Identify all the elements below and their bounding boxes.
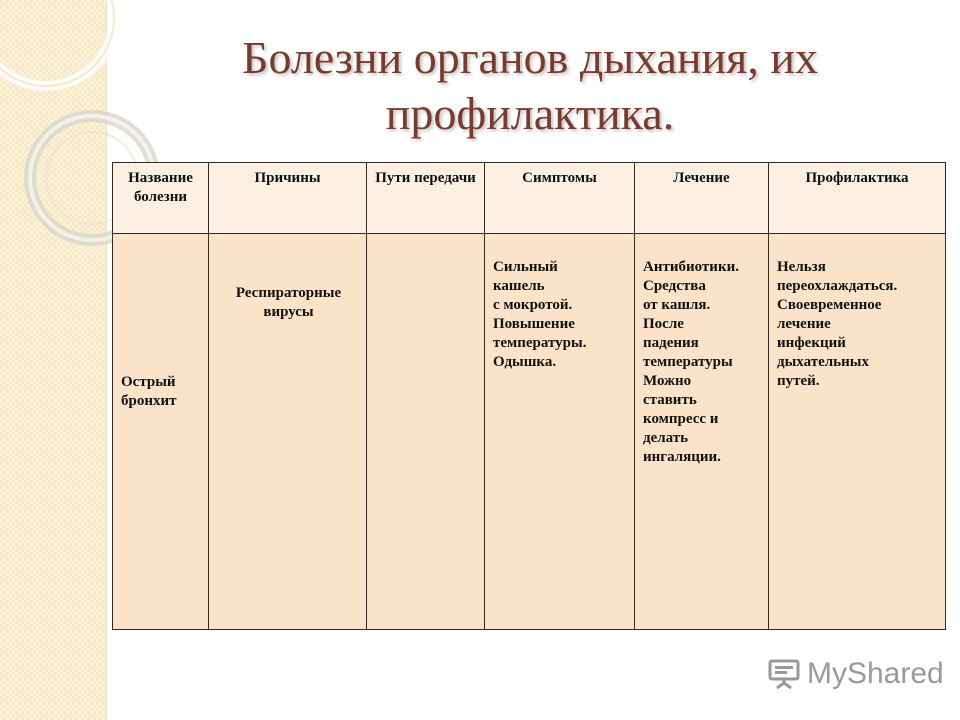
cell-treatment: Антибиотики. Средства от кашля. После падения температуры Можно ставить компресс и делать ингаляции. [635, 234, 769, 630]
header-disease-name: Название болезни [113, 163, 209, 234]
cell-symptoms: Сильный кашель с мокротой. Повышение температуры. Одышка. [485, 234, 635, 630]
watermark-text: MyShared [807, 657, 944, 690]
slide-title: Болезни органов дыхания, их профилактика. [242, 32, 818, 139]
header-treatment: Лечение [635, 163, 769, 234]
table-header-row [113, 163, 946, 234]
header-causes: Причины [209, 163, 367, 234]
diseases-table [112, 162, 946, 630]
cell-transmission [367, 234, 485, 630]
table-row [113, 234, 946, 630]
cell-causes: Респираторные вирусы [209, 234, 367, 630]
cell-prevention: Нельзя переохлаждаться. Своевременное лечение инфекций дыхательных путей. [769, 234, 946, 630]
myshared-watermark [767, 656, 944, 692]
header-transmission: Пути передачи [367, 163, 485, 234]
cell-disease-name: Острый бронхит [113, 234, 209, 630]
presentation-icon [767, 657, 801, 691]
header-symptoms: Симптомы [485, 163, 635, 234]
header-prevention: Профилактика [769, 163, 946, 234]
